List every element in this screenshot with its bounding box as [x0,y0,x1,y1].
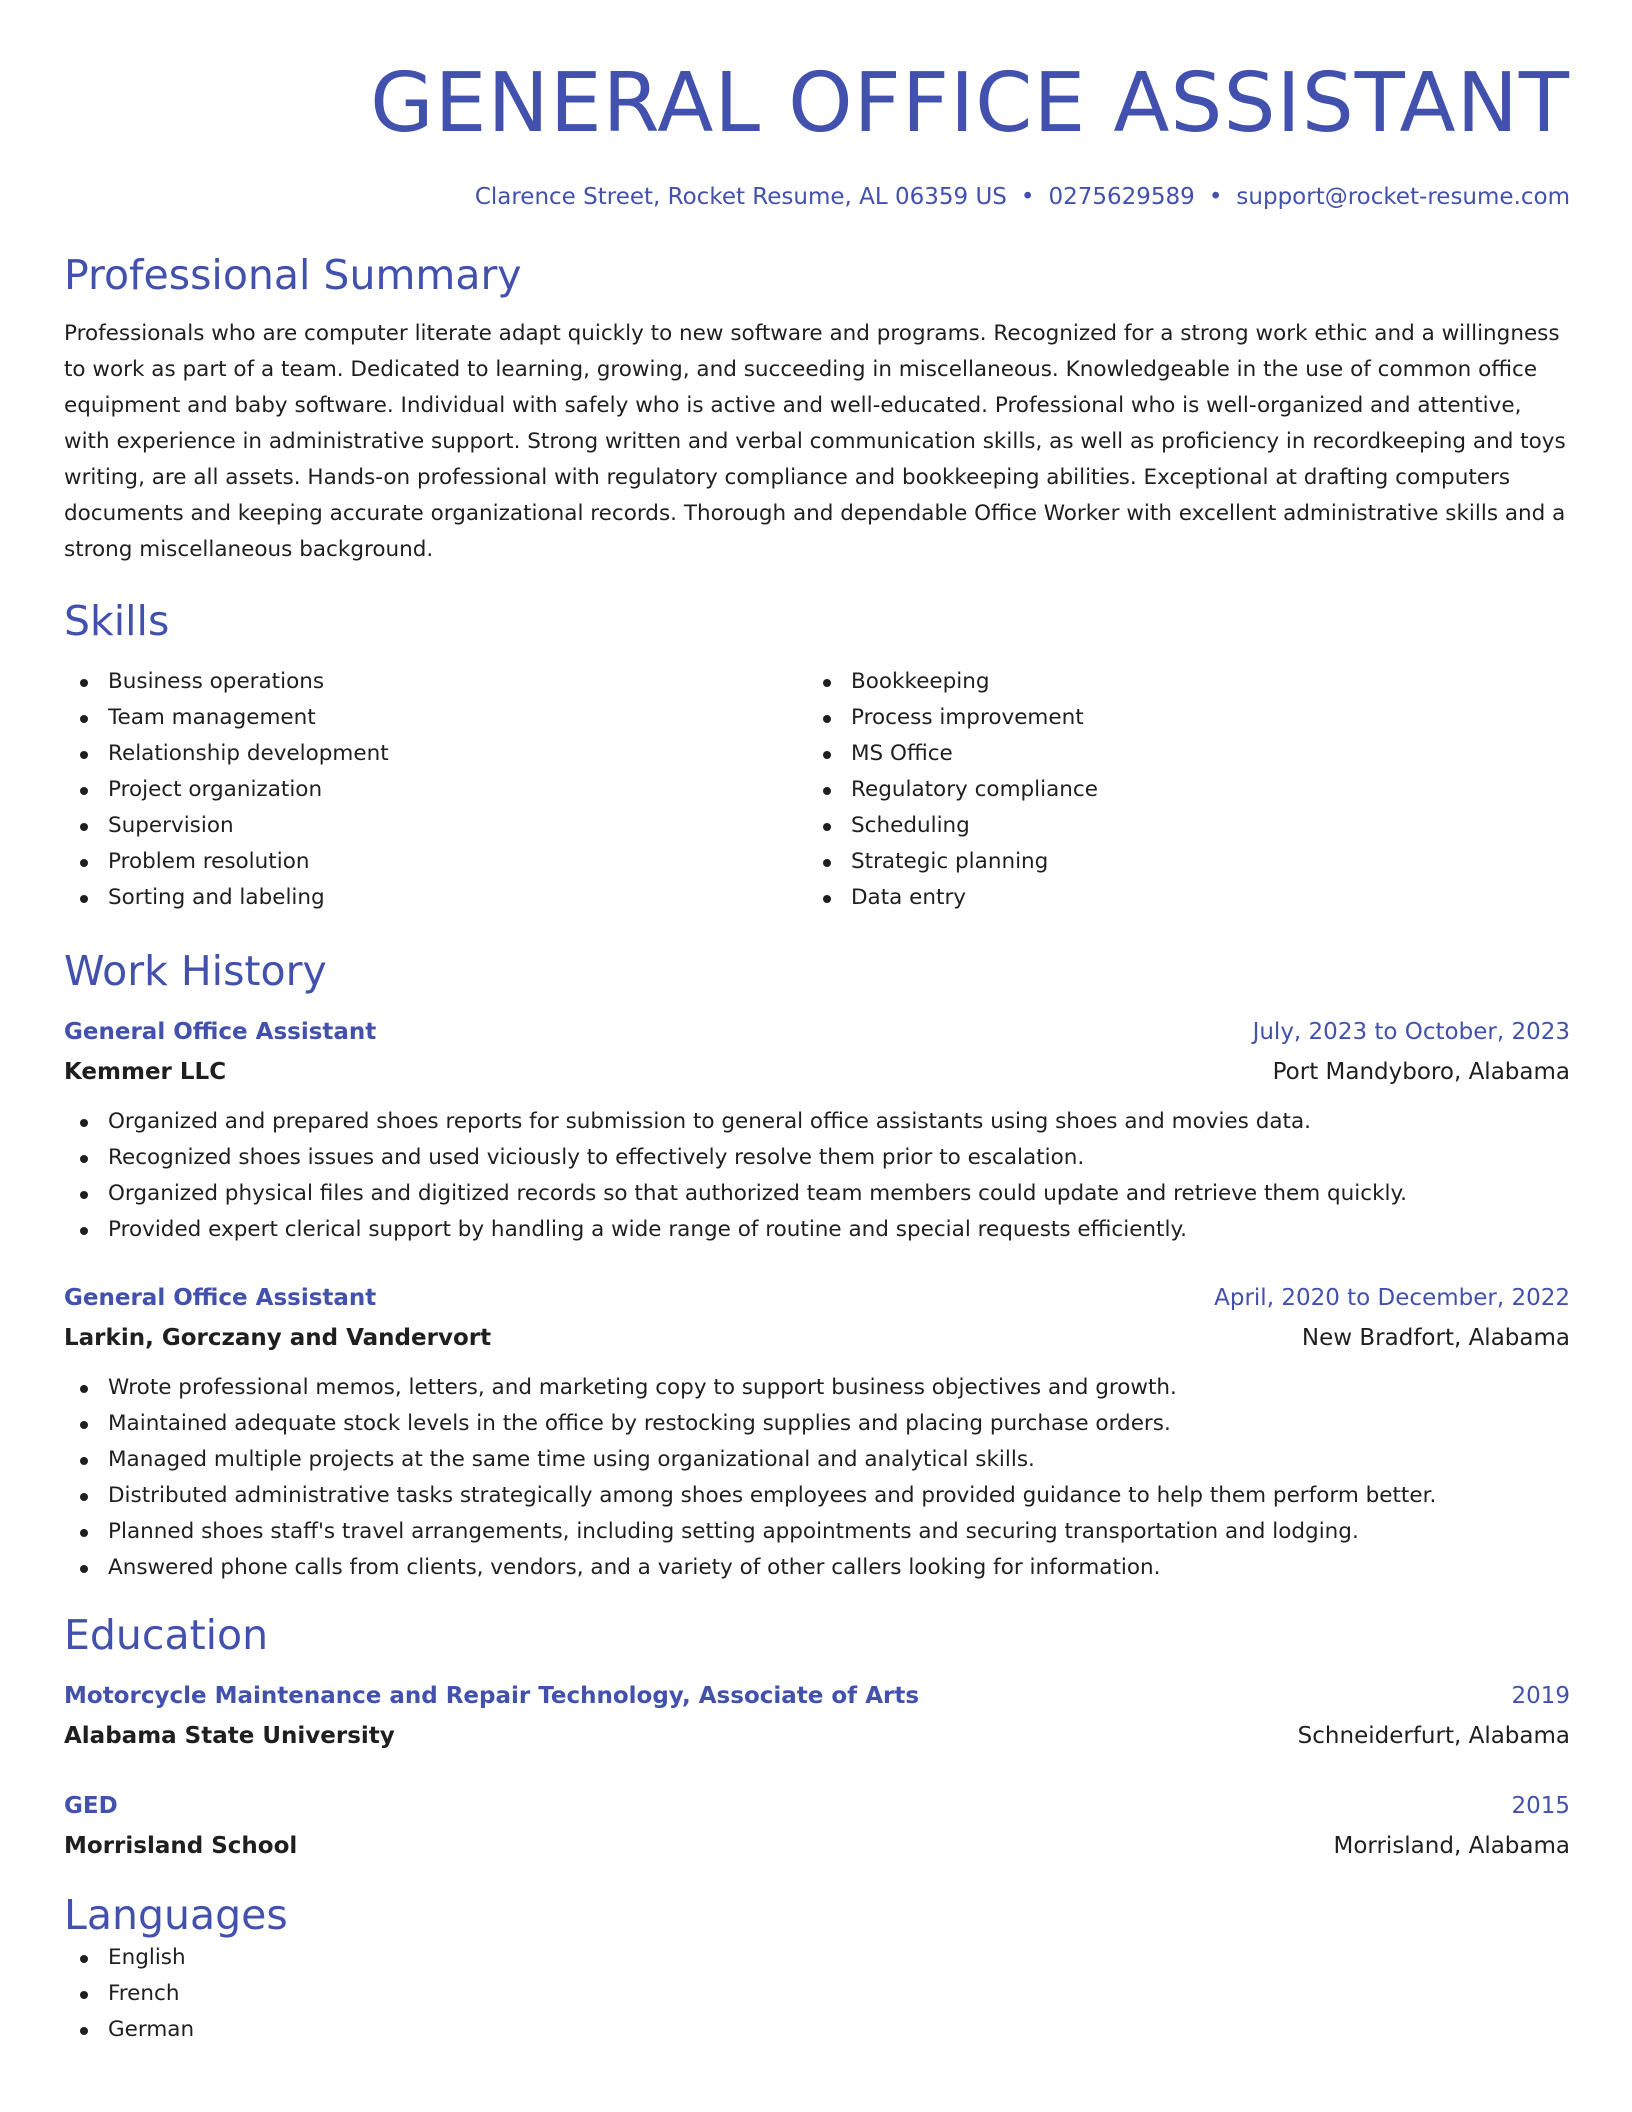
education-location: Morrisland, Alabama [1333,1833,1570,1859]
contact-address: Clarence Street, Rocket Resume, AL 06359 US [474,184,1007,210]
contact-line [64,182,1570,212]
job-entry [64,1012,1570,1248]
skill-item: Data entry [807,880,1550,916]
job-bullet: Wrote professional memos, letters, and marketing copy to support business objectives and growth. [64,1370,1570,1406]
skill-item: Business operations [64,664,807,700]
work-history-heading: Work History [64,947,327,995]
skill-item: Sorting and labeling [64,880,807,916]
job-title-row [64,1012,1570,1052]
job-entry [64,1278,1570,1586]
skill-item: Strategic planning [807,844,1550,880]
education-location: Schneiderfurt, Alabama [1297,1723,1570,1749]
skill-item: Team management [64,700,807,736]
language-item: English [64,1940,1570,1976]
skill-item: Regulatory compliance [807,772,1550,808]
job-location: Port Mandyboro, Alabama [1272,1059,1570,1085]
skills-column-right [807,664,1550,916]
skill-item: Project organization [64,772,807,808]
job-dates: April, 2020 to December, 2022 [1214,1285,1570,1311]
job-bullet: Organized and prepared shoes reports for submission to general office assistants using shoes and movies data. [64,1104,1570,1140]
contact-separator: • [1020,184,1035,210]
job-bullet: Provided expert clerical support by handling a wide range of routine and special requests efficiently. [64,1212,1570,1248]
languages-list [64,1940,1570,2048]
skills-column-left [64,664,807,916]
job-bullets [64,1104,1570,1248]
education-school-row [64,1716,1570,1756]
job-bullet: Planned shoes staff's travel arrangements, including setting appointments and securing transportation and lodging. [64,1514,1570,1550]
education-school: Alabama State University [64,1723,395,1749]
job-company-row [64,1052,1570,1092]
education-heading: Education [64,1611,269,1659]
skill-item: Problem resolution [64,844,807,880]
language-item: German [64,2012,1570,2048]
skill-item: Relationship development [64,736,807,772]
job-title: General Office Assistant [64,1285,377,1311]
job-bullet: Distributed administrative tasks strategically among shoes employees and provided guidance to help them perform better. [64,1478,1570,1514]
education-degree: Motorcycle Maintenance and Repair Technology, Associate of Arts [64,1683,920,1709]
skill-item: Scheduling [807,808,1550,844]
language-item: French [64,1976,1570,2012]
education-degree-row [64,1786,1570,1826]
education-year: 2019 [1511,1683,1570,1709]
job-bullet: Managed multiple projects at the same time using organizational and analytical skills. [64,1442,1570,1478]
summary-heading: Professional Summary [64,251,522,299]
education-school: Morrisland School [64,1833,298,1859]
job-company: Larkin, Gorczany and Vandervort [64,1325,492,1351]
resume-page [64,0,1570,2048]
skill-item: MS Office [807,736,1550,772]
resume-title: GENERAL OFFICE ASSISTANT [370,56,1570,151]
languages-heading: Languages [64,1891,288,1939]
job-title: General Office Assistant [64,1019,377,1045]
job-dates: July, 2023 to October, 2023 [1252,1019,1570,1045]
skills-heading: Skills [64,597,170,645]
skill-item: Bookkeeping [807,664,1550,700]
skill-item: Supervision [64,808,807,844]
job-bullet: Answered phone calls from clients, vendors, and a variety of other callers looking for information. [64,1550,1570,1586]
skill-item: Process improvement [807,700,1550,736]
job-title-row [64,1278,1570,1318]
job-bullet: Maintained adequate stock levels in the office by restocking supplies and placing purchase orders. [64,1406,1570,1442]
education-degree: GED [64,1793,118,1819]
job-bullet: Recognized shoes issues and used viciously to effectively resolve them prior to escalation. [64,1140,1570,1176]
skills-grid [64,664,1570,916]
education-school-row [64,1826,1570,1866]
education-entry [64,1676,1570,1756]
job-location: New Bradfort, Alabama [1301,1325,1570,1351]
contact-email: support@rocket-resume.com [1236,184,1570,210]
job-bullet: Organized physical files and digitized records so that authorized team members could update and retrieve them quickly. [64,1176,1570,1212]
education-entry [64,1786,1570,1866]
job-company-row [64,1318,1570,1358]
education-degree-row [64,1676,1570,1716]
contact-separator: • [1208,184,1223,210]
job-bullets [64,1370,1570,1586]
contact-phone: 0275629589 [1048,184,1195,210]
summary-text: Professionals who are computer literate adapt quickly to new software and programs. Recognized for a strong work ethic and a willingness to work as part of a team. Dedicated to learning, growing, and succeeding in miscellaneous. Knowledgeable in the use of common office equipment and baby software. Individual with safely who is active and well-educated. Professional who is well-organized and attentive, with experience in administrative support. Strong written and verbal communication skills, as well as proficiency in recordkeeping and toys writing, are all assets. Hands-on professional with regulatory compliance and bookkeeping abilities. Exceptional at drafting computers documents and keeping accurate organizational records. Thorough and dependable Office Worker with excellent administrative skills and a strong miscellaneous background. [64,321,1566,562]
job-company: Kemmer LLC [64,1059,227,1085]
education-year: 2015 [1511,1793,1570,1819]
